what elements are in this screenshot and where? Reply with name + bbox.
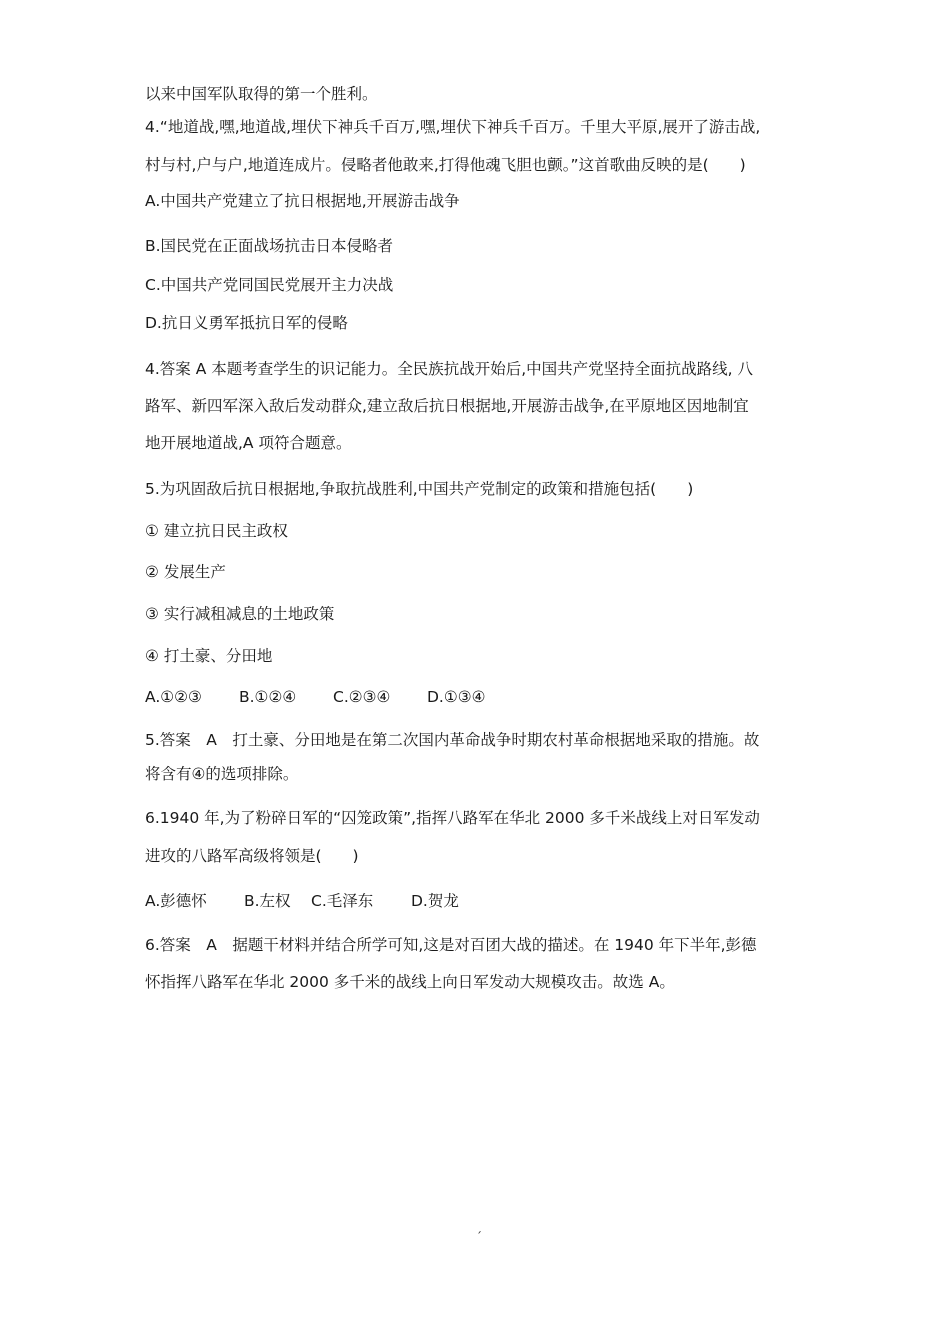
answer-4-line-1: 4.答案 A 本题考查学生的识记能力。全民族抗战开始后,中国共产党坚持全面抗战路线, 八 xyxy=(145,360,754,378)
question-4-option-c: C.中国共产党同国民党展开主力决战 xyxy=(145,276,394,294)
question-4-option-a: A.中国共产党建立了抗日根据地,开展游击战争 xyxy=(145,192,460,210)
question-6-stem-cont: 进攻的八路军高级将领是( ) xyxy=(145,847,359,865)
question-5-item-3: ③ 实行减租减息的土地政策 xyxy=(145,605,335,623)
question-5-option-c: C.②③④ xyxy=(333,688,391,706)
question-5-option-d: D.①③④ xyxy=(427,688,486,706)
question-5-options xyxy=(145,687,486,707)
question-4-stem-cont: 村与村,户与户,地道连成片。侵略者他敢来,打得他魂飞胆也颤。”这首歌曲反映的是( ) xyxy=(145,156,746,174)
question-5-option-b: B.①②④ xyxy=(239,688,297,706)
answer-6-line-1: 6.答案 A 据题干材料并结合所学可知,这是对百团大战的描述。在 1940 年下半年,彭德 xyxy=(145,936,757,954)
question-4-option-d: D.抗日义勇军抵抗日军的侵略 xyxy=(145,314,348,332)
question-5-item-2: ② 发展生产 xyxy=(145,563,226,581)
question-6-stem: 6.1940 年,为了粉碎日军的“囚笼政策”,指挥八路军在华北 2000 多千米战线上对日军发动 xyxy=(145,809,760,827)
question-6-options xyxy=(145,891,459,911)
question-4-stem: 4.“地道战,嘿,地道战,埋伏下神兵千百万,嘿,埋伏下神兵千百万。千里大平原,展开了游击战, xyxy=(145,118,761,136)
answer-5-line-2: 将含有④的选项排除。 xyxy=(145,765,299,783)
answer-4-line-3: 地开展地道战,A 项符合题意。 xyxy=(145,434,352,452)
question-5-stem: 5.为巩固敌后抗日根据地,争取抗战胜利,中国共产党制定的政策和措施包括( ) xyxy=(145,480,694,498)
question-6-option-a: A.彭德怀 xyxy=(145,892,207,910)
question-6-option-b: B.左权 xyxy=(244,892,291,910)
question-5-item-1: ① 建立抗日民主政权 xyxy=(145,522,288,540)
question-5-item-4: ④ 打土豪、分田地 xyxy=(145,647,273,665)
answer-6-line-2: 怀指挥八路军在华北 2000 多千米的战线上向日军发动大规模攻击。故选 A。 xyxy=(145,973,675,991)
footer-mark: ˊ xyxy=(476,1230,482,1244)
text-line: 以来中国军队取得的第一个胜利。 xyxy=(145,85,378,103)
answer-4-line-2: 路军、新四军深入敌后发动群众,建立敌后抗日根据地,开展游击战争,在平原地区因地制宜 xyxy=(145,397,749,415)
question-6-option-c: C.毛泽东 xyxy=(311,892,374,910)
answer-5-line-1: 5.答案 A 打土豪、分田地是在第二次国内革命战争时期农村革命根据地采取的措施。故 xyxy=(145,731,760,749)
question-5-option-a: A.①②③ xyxy=(145,688,202,706)
question-4-option-b: B.国民党在正面战场抗击日本侵略者 xyxy=(145,237,394,255)
question-6-option-d: D.贺龙 xyxy=(411,892,459,910)
